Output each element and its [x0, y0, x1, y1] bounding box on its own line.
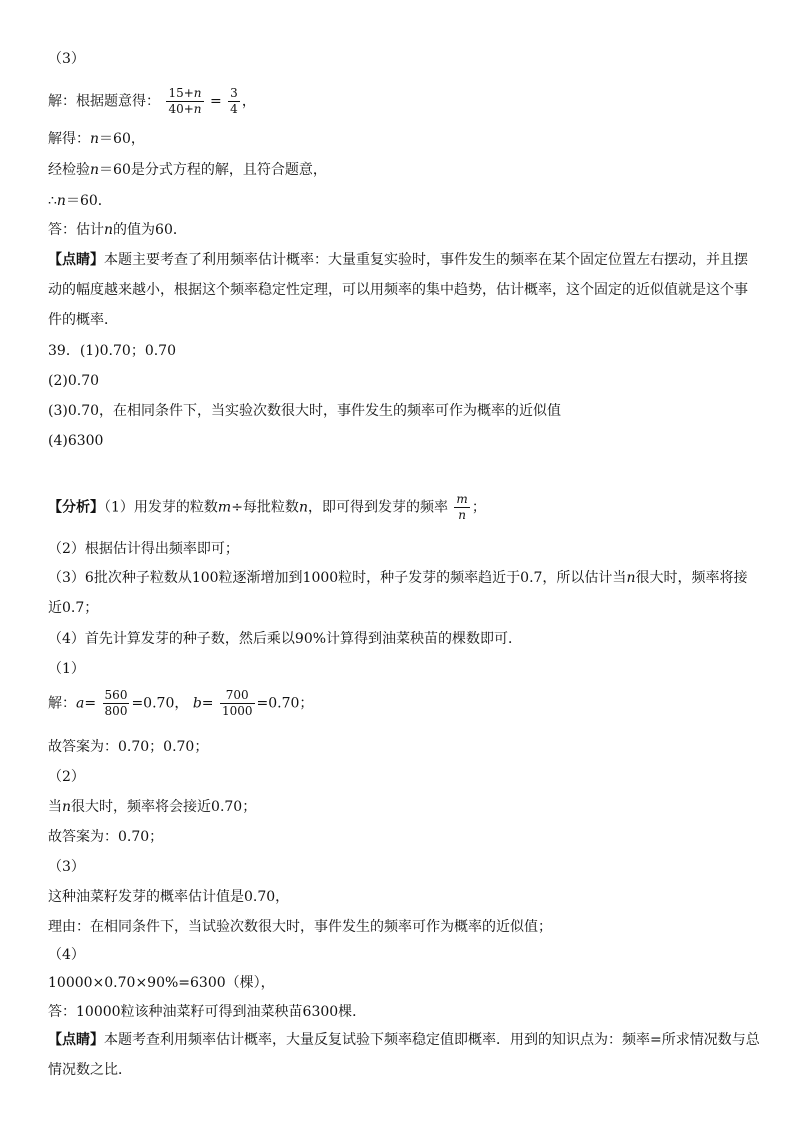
- section1-equation: 解：a= $\frac{560}{800}$ =0.70， b= $\frac{700}{1000}$ =0.70；: [48, 688, 314, 718]
- answer-line: 答：估计n的值为60．: [48, 222, 187, 238]
- section3-header: （3）: [48, 859, 85, 875]
- section3-line-1: 这种油菜籽发芽的概率估计值是0.70，: [48, 889, 290, 905]
- analysis-line-2: （2）根据估计得出频率即可；: [48, 541, 239, 557]
- fraction-left: $\frac{15+n}{40+n}$: [168, 86, 202, 116]
- q39-answer-1: 39．(1)0.70；0.70: [48, 343, 176, 359]
- section1-answer: 故答案为：0.70；0.70；: [48, 739, 209, 755]
- section1-header: （1）: [48, 661, 85, 677]
- section2-line: 当n很大时，频率将会接近0.70；: [48, 799, 257, 815]
- q39-answer-4: (4)6300: [48, 433, 104, 449]
- analysis-line-3: （3）6批次种子粒数从100粒逐渐增加到1000粒时，种子发芽的频率趋近于0.7，所以估计当n很大时，频率将接近0.7；: [48, 570, 748, 616]
- section2-header: （2）: [48, 769, 85, 785]
- comment-paragraph-1: 【点睛】本题主要考查了利用频率估计概率：大量重复实验时，事件发生的频率在某个固定位置左右摆动，并且摆动的幅度越来越小，根据这个频率稳定性定理，可以用频率的集中趋势，估计概率，这个固定的近似值就是这个事件的概率．: [48, 252, 748, 328]
- section4-answer: 答：10000粒该种油菜籽可得到油菜秧苗6300棵．: [48, 1004, 367, 1020]
- therefore-line: ∴n＝60．: [48, 193, 112, 209]
- equation-line: 解：根据题意得： $\frac{15+n}{40+n}$ = $\frac{3}{4}$ ，: [48, 86, 256, 116]
- comment-tag-2: 【点睛】: [48, 1032, 104, 1048]
- q39-answer-2: (2)0.70: [48, 373, 100, 389]
- section4-header: （4）: [48, 947, 85, 963]
- fraction-m-over-n: $\frac{m}{n}$: [456, 492, 468, 522]
- section4-calc: 10000×0.70×90%=6300（棵），: [48, 975, 275, 991]
- analysis-line-4: （4）首先计算发芽的种子数，然后乘以90%计算得到油菜秧苗的棵数即可．: [48, 631, 523, 647]
- analysis-tag: 【分析】: [48, 499, 104, 516]
- q39-answer-3: (3)0.70，在相同条件下，当实验次数很大时，事件发生的频率可作为概率的近似值: [48, 403, 562, 419]
- comment-tag: 【点睛】: [48, 252, 104, 268]
- part3-header: （3）: [48, 51, 85, 67]
- analysis-line-1: 【分析】（1）用发芽的粒数m÷每批粒数n，即可得到发芽的频率 $\frac{m}{n}$ ；: [48, 492, 486, 522]
- fraction-right: $\frac{3}{4}$: [230, 86, 238, 116]
- solution-intro: 解：根据题意得：: [48, 93, 160, 110]
- section2-answer: 故答案为：0.70；: [48, 829, 164, 845]
- solve-line: 解得：n＝60，: [48, 131, 145, 147]
- fraction-b: $\frac{700}{1000}$: [221, 688, 253, 718]
- comment-paragraph-2: 【点睛】本题考查利用频率估计概率，大量反复试验下频率稳定值即概率．用到的知识点为：频率=所求情况数与总情况数之比．: [48, 1032, 760, 1078]
- check-line: 经检验n＝60是分式方程的解，且符合题意，: [48, 162, 327, 178]
- section3-line-2: 理由：在相同条件下，当试验次数很大时，事件发生的频率可作为概率的近似值；: [48, 919, 552, 935]
- fraction-a: $\frac{560}{800}$: [104, 688, 128, 718]
